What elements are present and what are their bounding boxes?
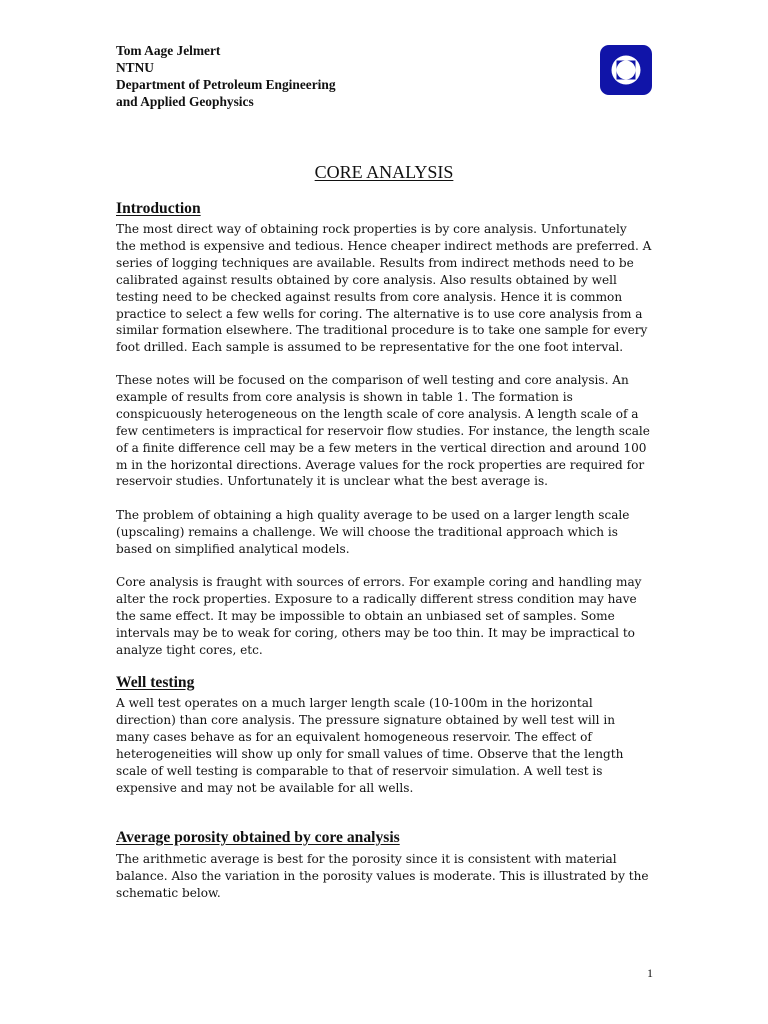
text-line: scale of well testing is comparable to that of reservoir simulation. A well test is (116, 763, 603, 778)
text-line: the method is expensive and tedious. Hence cheaper indirect methods are preferred. A (116, 238, 652, 253)
paragraph (116, 695, 676, 796)
text-line: The problem of obtaining a high quality average to be used on a larger length scale (116, 508, 630, 522)
department-line-2: and Applied Geophysics (116, 94, 254, 109)
document-title (0, 161, 768, 183)
text-line: foot drilled. Each sample is assumed to be representative for the one foot interval. (116, 340, 624, 355)
text-line: intervals may be to weak for coring, others may be too thin. It may be impractical to (116, 625, 635, 640)
logo-emblem-icon (600, 45, 652, 95)
text-line: few centimeters is impractical for reservoir flow studies. For instance, the length scale (116, 423, 650, 438)
text-line: m in the horizontal directions. Average values for the rock properties are required for (116, 457, 645, 472)
paragraph (116, 507, 676, 558)
text-line: The arithmetic average is best for the porosity since it is consistent with material (116, 852, 617, 866)
author-block (116, 42, 536, 110)
text-line: schematic below. (116, 885, 221, 900)
text-line: based on simplified analytical models. (116, 541, 350, 556)
document-title-text: CORE ANALYSIS (314, 162, 454, 182)
text-line: of a finite difference cell may be a few meters in the vertical direction and around 100 (116, 440, 647, 455)
text-line: (upscaling) remains a challenge. We will choose the traditional approach which is (116, 524, 618, 539)
paragraph (116, 372, 676, 490)
text-line: reservoir studies. Unfortunately it is unclear what the best average is. (116, 474, 549, 489)
text-line: many cases behave as for an equivalent homogeneous reservoir. The effect of (116, 729, 592, 744)
text-line: direction) than core analysis. The pressure signature obtained by well test will in (116, 712, 616, 727)
paragraph (116, 574, 676, 659)
text-line: A well test operates on a much larger length scale (10-100m in the horizontal (116, 696, 593, 710)
text-line: heterogeneities will show up only for small values of time. Observe that the length (116, 746, 624, 761)
text-line: series of logging techniques are available. Results from indirect methods need to be (116, 255, 634, 270)
section-heading-average-porosity: Average porosity obtained by core analysis (116, 829, 400, 846)
text-line: example of results from core analysis is shown in table 1. The formation is (116, 389, 573, 404)
text-line: The most direct way of obtaining rock properties is by core analysis. Unfortunately (116, 222, 627, 236)
text-line: alter the rock properties. Exposure to a radically different stress condition may have (116, 591, 637, 606)
text-line: balance. Also the variation in the porosity values is moderate. This is illustrated by the (116, 868, 649, 883)
institution-name: NTNU (116, 60, 154, 75)
text-line: Core analysis is fraught with sources of errors. For example coring and handling may (116, 575, 642, 589)
ntnu-logo (600, 45, 652, 95)
text-line: calibrated against results obtained by core analysis. Also results obtained by well (116, 272, 617, 287)
text-line: the same effect. It may be impossible to obtain an unbiased set of samples. Some (116, 608, 615, 623)
paragraph (116, 221, 676, 356)
text-line: conspicuously heterogeneous on the length scale of core analysis. A length scale of a (116, 406, 639, 421)
page-number: 1 (647, 966, 653, 980)
text-line: practice to select a few wells for coring. The alternative is to use core analysis from a (116, 306, 643, 321)
paragraph (116, 851, 676, 902)
department-line-1: Department of Petroleum Engineering (116, 77, 336, 92)
text-line: expensive and may not be available for all wells. (116, 780, 414, 795)
text-line: similar formation elsewhere. The traditional procedure is to take one sample for every (116, 323, 648, 338)
text-line: testing need to be checked against results from core analysis. Hence it is common (116, 289, 623, 304)
section-heading-well-testing: Well testing (116, 674, 195, 691)
section-heading-introduction: Introduction (116, 200, 201, 217)
author-name: Tom Aage Jelmert (116, 43, 221, 58)
text-line: analyze tight cores, etc. (116, 642, 263, 657)
text-line: These notes will be focused on the comparison of well testing and core analysis. An (116, 373, 629, 387)
